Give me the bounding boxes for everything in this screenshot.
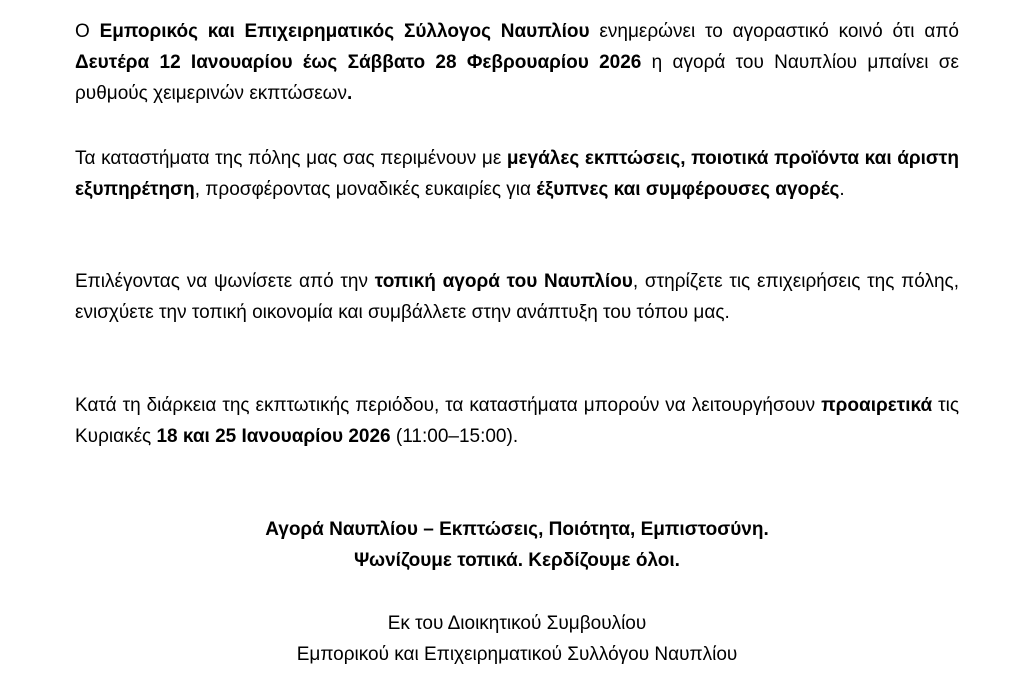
slogan-line-1: Αγορά Ναυπλίου – Εκπτώσεις, Ποιότητα, Εμπιστοσύνη. xyxy=(265,519,769,540)
sunday-text-3: (11:00–15:00). xyxy=(390,426,519,447)
local-text-1: Επιλέγοντας να ψωνίσετε από την xyxy=(75,271,375,292)
intro-text-3: η αγορά του Ναυπλίου μπαίνει σε ρυθμούς χειμερινών εκπτώσεων xyxy=(75,52,960,104)
sunday-text-1: Κατά τη διάρκεια της εκπτωτικής περιόδου, τα καταστήματα μπορούν να λειτουργήσουν xyxy=(75,395,822,416)
offers-highlight-2: έξυπνες και συμφέρουσες αγορές xyxy=(536,179,840,200)
sale-period-dates: Δευτέρα 12 Ιανουαρίου έως Σάββατο 28 Φεβρουαρίου 2026 xyxy=(75,52,642,73)
offers-text-2: , προσφέροντας μοναδικές ευκαιρίες για xyxy=(194,179,537,200)
intro-text-2: ενημερώνει το αγοραστικό κοινό ότι από xyxy=(589,21,959,42)
signature-line-2: Εμπορικού και Επιχειρηματικού Συλλόγου Ναυπλίου xyxy=(296,644,738,665)
optional-highlight: προαιρετικά xyxy=(821,395,933,416)
sunday-dates: 18 και 25 Ιανουαρίου 2026 xyxy=(156,426,391,447)
local-market-paragraph xyxy=(75,266,959,328)
sunday-hours-paragraph xyxy=(75,390,959,452)
signature-line-1: Εκ του Διοικητικού Συμβουλίου xyxy=(387,613,647,634)
intro-text-1: Ο xyxy=(75,21,100,42)
offers-text-3: . xyxy=(839,179,845,200)
intro-paragraph xyxy=(75,16,959,109)
intro-period: . xyxy=(347,83,353,104)
slogan-line-2: Ψωνίζουμε τοπικά. Κερδίζουμε όλοι. xyxy=(354,550,680,571)
offers-text-1: Τα καταστήματα της πόλης μας σας περιμένουν με xyxy=(75,148,507,169)
local-text-2: , στηρίζετε τις επιχειρήσεις της πόλης, ενισχύετε την τοπική οικονομία και συμβάλλετε στην ανάπτυξη του τόπου μας. xyxy=(75,271,959,323)
local-market-highlight: τοπική αγορά του Ναυπλίου xyxy=(374,271,633,292)
sunday-text-2: τις Κυριακές xyxy=(75,395,959,447)
association-name: Εμπορικός και Επιχειρηματικός Σύλλογος Ναυπλίου xyxy=(99,21,590,42)
offers-highlight-1: μεγάλες εκπτώσεις, ποιοτικά προϊόντα και άριστη εξυπηρέτηση xyxy=(75,148,959,200)
offers-paragraph xyxy=(75,143,959,205)
